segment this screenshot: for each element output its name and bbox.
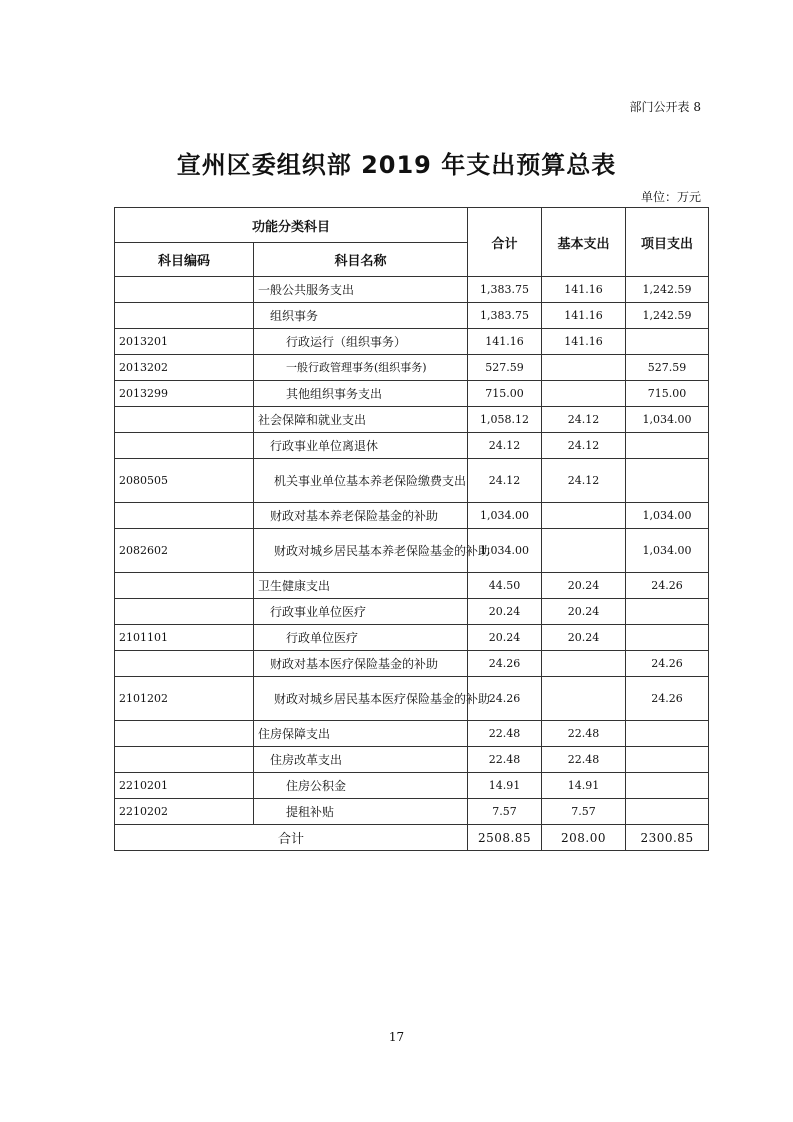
- table-row: [115, 651, 709, 677]
- basic-value: [542, 677, 626, 721]
- total-value: 7.57: [468, 799, 542, 825]
- header-subject-name: 科目名称: [254, 243, 468, 277]
- grand-total-value: 2508.85: [468, 825, 542, 851]
- table-row: [115, 503, 709, 529]
- table-row: [115, 747, 709, 773]
- grand-basic-value: 208.00: [542, 825, 626, 851]
- basic-value: [542, 529, 626, 573]
- subject-name: 卫生健康支出: [254, 573, 468, 599]
- total-value: 20.24: [468, 599, 542, 625]
- table-row: [115, 407, 709, 433]
- subject-code: [115, 747, 254, 773]
- table-row: [115, 529, 709, 573]
- subject-code: 2210201: [115, 773, 254, 799]
- total-value: 14.91: [468, 773, 542, 799]
- table-row: [115, 459, 709, 503]
- total-value: 20.24: [468, 625, 542, 651]
- basic-value: [542, 503, 626, 529]
- project-value: [626, 459, 709, 503]
- total-value: 141.16: [468, 329, 542, 355]
- table-row: [115, 433, 709, 459]
- subject-name: 住房改革支出: [254, 747, 468, 773]
- project-value: 527.59: [626, 355, 709, 381]
- project-value: [626, 773, 709, 799]
- project-value: [626, 625, 709, 651]
- project-value: [626, 799, 709, 825]
- basic-value: 24.12: [542, 407, 626, 433]
- table-row: [115, 677, 709, 721]
- total-value: 24.26: [468, 677, 542, 721]
- subject-code: [115, 573, 254, 599]
- table-row: [115, 721, 709, 747]
- subject-name: 行政事业单位医疗: [254, 599, 468, 625]
- grand-project-value: 2300.85: [626, 825, 709, 851]
- subject-name: 组织事务: [254, 303, 468, 329]
- total-row-label: 合计: [115, 825, 468, 851]
- header-basic-expenditure: 基本支出: [542, 208, 626, 277]
- project-value: [626, 721, 709, 747]
- subject-name: 一般行政管理事务(组织事务): [254, 355, 468, 381]
- subject-code: [115, 433, 254, 459]
- subject-name: 财政对城乡居民基本医疗保险基金的补助: [254, 677, 468, 721]
- total-value: 1,383.75: [468, 303, 542, 329]
- table-row: [115, 625, 709, 651]
- subject-name: 行政单位医疗: [254, 625, 468, 651]
- subject-code: 2013202: [115, 355, 254, 381]
- unit-label: 单位：万元: [640, 190, 701, 204]
- total-value: 1,034.00: [468, 503, 542, 529]
- subject-code: 2080505: [115, 459, 254, 503]
- project-value: 1,242.59: [626, 303, 709, 329]
- subject-code: [115, 721, 254, 747]
- subject-code: [115, 503, 254, 529]
- table-row: [115, 799, 709, 825]
- project-value: [626, 747, 709, 773]
- subject-code: [115, 407, 254, 433]
- table-row: [115, 573, 709, 599]
- basic-value: 141.16: [542, 303, 626, 329]
- page-title: 宣州区委组织部 2019 年支出预算总表: [176, 151, 617, 179]
- table-row: [115, 329, 709, 355]
- total-value: 715.00: [468, 381, 542, 407]
- basic-value: 141.16: [542, 277, 626, 303]
- basic-value: 20.24: [542, 599, 626, 625]
- basic-value: 20.24: [542, 573, 626, 599]
- table-row: [115, 355, 709, 381]
- project-value: 1,034.00: [626, 503, 709, 529]
- basic-value: [542, 355, 626, 381]
- subject-name: 行政事业单位离退休: [254, 433, 468, 459]
- total-row: [115, 825, 709, 851]
- basic-value: 24.12: [542, 433, 626, 459]
- subject-name: 提租补贴: [254, 799, 468, 825]
- total-value: 24.12: [468, 433, 542, 459]
- subject-code: 2082602: [115, 529, 254, 573]
- total-value: 1,058.12: [468, 407, 542, 433]
- subject-code: 2013201: [115, 329, 254, 355]
- total-value: 1,383.75: [468, 277, 542, 303]
- basic-value: 22.48: [542, 721, 626, 747]
- subject-code: 2013299: [115, 381, 254, 407]
- total-value: 1,034.00: [468, 529, 542, 573]
- project-value: [626, 433, 709, 459]
- report-table-number: 部门公开表 8: [629, 100, 701, 114]
- subject-name: 社会保障和就业支出: [254, 407, 468, 433]
- basic-value: 14.91: [542, 773, 626, 799]
- table-row: [115, 773, 709, 799]
- subject-code: 2101101: [115, 625, 254, 651]
- project-value: 24.26: [626, 677, 709, 721]
- subject-name: 住房保障支出: [254, 721, 468, 747]
- table-row: [115, 381, 709, 407]
- total-value: 22.48: [468, 721, 542, 747]
- subject-name: 一般公共服务支出: [254, 277, 468, 303]
- page-number: 17: [388, 1030, 405, 1044]
- table-row: [115, 277, 709, 303]
- project-value: [626, 329, 709, 355]
- subject-name: 其他组织事务支出: [254, 381, 468, 407]
- basic-value: 22.48: [542, 747, 626, 773]
- basic-value: 20.24: [542, 625, 626, 651]
- basic-value: 141.16: [542, 329, 626, 355]
- basic-value: 24.12: [542, 459, 626, 503]
- subject-name: 住房公积金: [254, 773, 468, 799]
- subject-code: [115, 303, 254, 329]
- basic-value: [542, 381, 626, 407]
- subject-name: 机关事业单位基本养老保险缴费支出: [254, 459, 468, 503]
- subject-code: [115, 599, 254, 625]
- header-project-expenditure: 项目支出: [626, 208, 709, 277]
- total-value: 527.59: [468, 355, 542, 381]
- header-functional-classification: 功能分类科目: [115, 208, 468, 243]
- table-row: [115, 303, 709, 329]
- header-total: 合计: [468, 208, 542, 277]
- total-value: 24.26: [468, 651, 542, 677]
- project-value: [626, 599, 709, 625]
- project-value: 24.26: [626, 573, 709, 599]
- total-value: 44.50: [468, 573, 542, 599]
- subject-code: 2101202: [115, 677, 254, 721]
- subject-name: 财政对基本医疗保险基金的补助: [254, 651, 468, 677]
- subject-code: [115, 277, 254, 303]
- project-value: 715.00: [626, 381, 709, 407]
- project-value: 1,242.59: [626, 277, 709, 303]
- total-value: 22.48: [468, 747, 542, 773]
- table-row: [115, 599, 709, 625]
- project-value: 1,034.00: [626, 407, 709, 433]
- basic-value: [542, 651, 626, 677]
- project-value: 1,034.00: [626, 529, 709, 573]
- subject-name: 行政运行（组织事务）: [254, 329, 468, 355]
- total-value: 24.12: [468, 459, 542, 503]
- subject-code: [115, 651, 254, 677]
- budget-table: [114, 207, 709, 851]
- header-subject-code: 科目编码: [115, 243, 254, 277]
- project-value: 24.26: [626, 651, 709, 677]
- subject-name: 财政对城乡居民基本养老保险基金的补助: [254, 529, 468, 573]
- basic-value: 7.57: [542, 799, 626, 825]
- subject-name: 财政对基本养老保险基金的补助: [254, 503, 468, 529]
- subject-code: 2210202: [115, 799, 254, 825]
